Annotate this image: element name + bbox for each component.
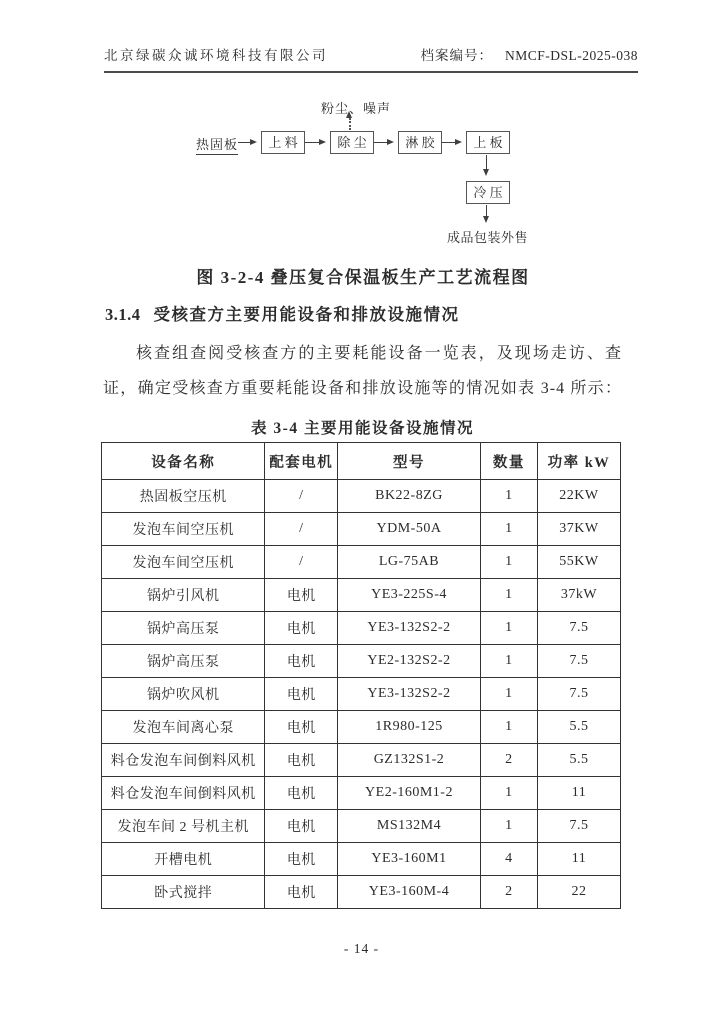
table-cell: 锅炉高压泵	[102, 612, 265, 645]
table-cell: 发泡车间离心泵	[102, 711, 265, 744]
table-cell: LG-75AB	[338, 546, 481, 579]
flow-down-arrow-icon	[486, 205, 487, 221]
table-row	[102, 810, 621, 843]
table-cell: 电机	[265, 810, 338, 843]
equipment-table	[101, 442, 621, 909]
table-cell: 1	[480, 546, 537, 579]
table-cell: 2	[480, 744, 537, 777]
table-cell: 发泡车间 2 号机主机	[102, 810, 265, 843]
table-cell: 4	[480, 843, 537, 876]
table-row	[102, 612, 621, 645]
table-cell: 11	[537, 777, 620, 810]
table-cell: YE3-132S2-2	[338, 678, 481, 711]
table-cell: 电机	[265, 678, 338, 711]
column-header-power: 功率 kW	[537, 443, 620, 480]
flow-arrow-icon	[238, 142, 255, 143]
table-cell: YE3-160M1	[338, 843, 481, 876]
table-cell: 卧式搅拌	[102, 876, 265, 909]
table-cell: 37KW	[537, 513, 620, 546]
flow-down-arrow-icon	[486, 155, 487, 174]
table-cell: 锅炉引风机	[102, 579, 265, 612]
table-cell: 锅炉吹风机	[102, 678, 265, 711]
table-cell: 7.5	[537, 612, 620, 645]
table-cell: /	[265, 513, 338, 546]
flow-input-label: 热固板	[196, 134, 238, 155]
table-cell: 1	[480, 513, 537, 546]
table-cell: 电机	[265, 645, 338, 678]
table-cell: 1	[480, 579, 537, 612]
table-cell: 电机	[265, 612, 338, 645]
table-cell: YE2-160M1-2	[338, 777, 481, 810]
table-cell: /	[265, 546, 338, 579]
table-cell: MS132M4	[338, 810, 481, 843]
section-number: 3.1.4	[105, 305, 141, 324]
flow-step-feed: 上 料	[261, 131, 305, 154]
table-cell: 发泡车间空压机	[102, 513, 265, 546]
archive-number: NMCF-DSL-2025-038	[504, 48, 638, 63]
table-row	[102, 645, 621, 678]
column-header-model: 型号	[338, 443, 481, 480]
table-cell: 1	[480, 711, 537, 744]
table-cell: BK22-8ZG	[338, 480, 481, 513]
flow-arrow-icon	[442, 142, 460, 143]
flow-step-glue: 淋 胶	[398, 131, 442, 154]
table-row	[102, 711, 621, 744]
page-header	[104, 44, 638, 73]
table-cell: 7.5	[537, 810, 620, 843]
flow-step-dust-removal: 除 尘	[330, 131, 374, 154]
flow-arrow-icon	[305, 142, 324, 143]
table-cell: 电机	[265, 843, 338, 876]
table-cell: 电机	[265, 876, 338, 909]
table-row	[102, 579, 621, 612]
table-cell: YE3-225S-4	[338, 579, 481, 612]
table-cell: 7.5	[537, 645, 620, 678]
table-cell: 1R980-125	[338, 711, 481, 744]
table-row	[102, 777, 621, 810]
table-row	[102, 513, 621, 546]
table-cell: YDM-50A	[338, 513, 481, 546]
table-row	[102, 744, 621, 777]
column-header-device: 设备名称	[102, 443, 265, 480]
body-paragraph-line: 核查组查阅受核查方的主要耗能设备一览表，及现场走访、查	[136, 345, 622, 362]
table-cell: 1	[480, 678, 537, 711]
table-cell: /	[265, 480, 338, 513]
table-cell: 料仓发泡车间倒料风机	[102, 777, 265, 810]
table-cell: GZ132S1-2	[338, 744, 481, 777]
table-row	[102, 876, 621, 909]
table-cell: 1	[480, 480, 537, 513]
flow-arrow-icon	[374, 142, 392, 143]
archive-label: 档案编号：	[420, 48, 493, 63]
flow-step-cold-press: 冷 压	[466, 181, 510, 204]
table-row	[102, 546, 621, 579]
column-header-motor: 配套电机	[265, 443, 338, 480]
table-cell: 1	[480, 777, 537, 810]
table-cell: 11	[537, 843, 620, 876]
emission-dotted-arrow-icon	[349, 118, 351, 130]
table-cell: 电机	[265, 777, 338, 810]
page-number: - 14 -	[343, 941, 380, 956]
table-cell: 开槽电机	[102, 843, 265, 876]
table-caption: 表 3-4 主要用能设备设施情况	[251, 420, 474, 437]
body-paragraph-line: 证，确定受核查方重要耗能设备和排放设施等的情况如表 3-4 所示：	[103, 380, 622, 397]
table-header-row	[102, 443, 621, 480]
table-cell: 5.5	[537, 744, 620, 777]
table-cell: 22	[537, 876, 620, 909]
table-cell: 电机	[265, 744, 338, 777]
table-cell: 电机	[265, 711, 338, 744]
table-cell: 5.5	[537, 711, 620, 744]
table-cell: 55KW	[537, 546, 620, 579]
company-name: 北京绿碳众诚环境科技有限公司	[104, 48, 328, 63]
table-cell: 1	[480, 612, 537, 645]
table-row	[102, 843, 621, 876]
table-body	[102, 480, 621, 909]
table-row	[102, 678, 621, 711]
table-cell: YE3-160M-4	[338, 876, 481, 909]
figure-caption: 图 3-2-4 叠压复合保温板生产工艺流程图	[196, 268, 530, 287]
table-cell: 电机	[265, 579, 338, 612]
table-row	[102, 480, 621, 513]
table-cell: 1	[480, 645, 537, 678]
table-cell: 22KW	[537, 480, 620, 513]
table-cell: YE3-132S2-2	[338, 612, 481, 645]
table-cell: 锅炉高压泵	[102, 645, 265, 678]
column-header-quantity: 数量	[480, 443, 537, 480]
emission-label: 粉尘、噪声	[321, 101, 392, 116]
table-cell: 料仓发泡车间倒料风机	[102, 744, 265, 777]
table-cell: YE2-132S2-2	[338, 645, 481, 678]
flow-step-board: 上 板	[466, 131, 510, 154]
table-cell: 2	[480, 876, 537, 909]
table-cell: 7.5	[537, 678, 620, 711]
section-heading	[105, 301, 460, 325]
table-cell: 1	[480, 810, 537, 843]
table-cell: 热固板空压机	[102, 480, 265, 513]
table-cell: 发泡车间空压机	[102, 546, 265, 579]
table-cell: 37kW	[537, 579, 620, 612]
archive-number-block	[420, 44, 638, 64]
flow-output-label: 成品包装外售	[447, 230, 529, 245]
section-title: 受核查方主要用能设备和排放设施情况	[153, 305, 460, 324]
